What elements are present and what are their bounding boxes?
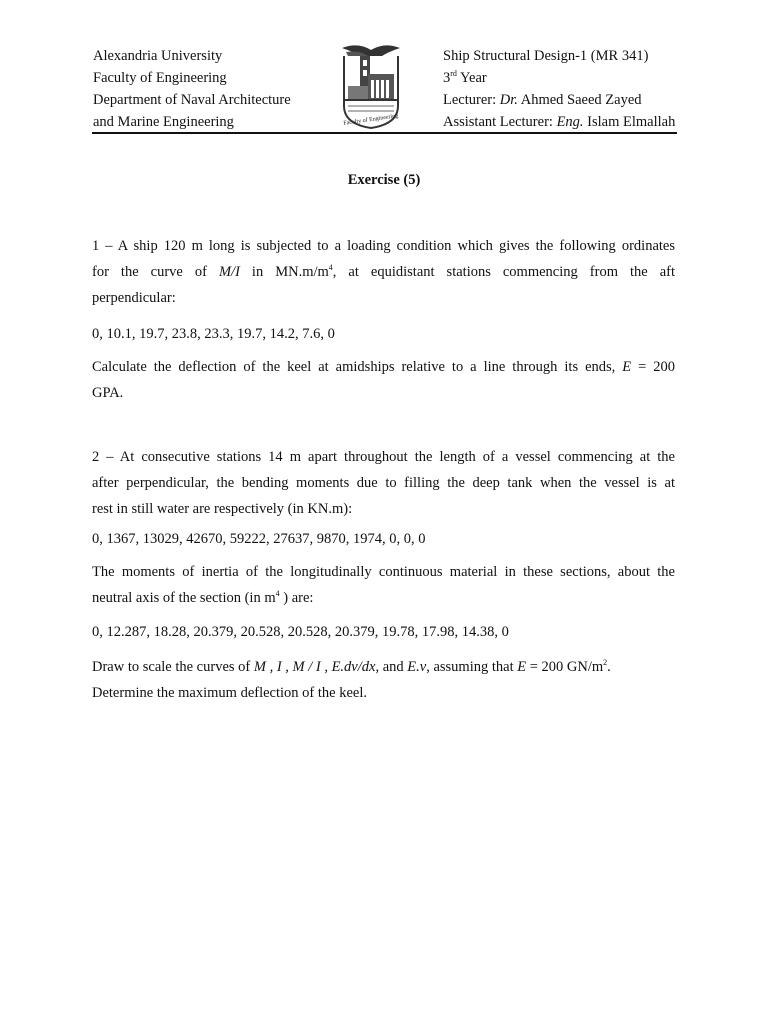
assistant-lecturer-line: Assistant Lecturer: Eng. Islam Elmallah [443, 114, 676, 130]
q2-moments: 0, 1367, 13029, 42670, 59222, 27637, 9870, 1974, 0, 0, 0 [92, 531, 426, 547]
q2-line1: 2 – At consecutive stations 14 m apart throughout the length of a vessel commencing at the [92, 449, 675, 465]
lecturer-line: Lecturer: Dr. Ahmed Saeed Zayed [443, 92, 642, 108]
q1-line1: 1 – A ship 120 m long is subjected to a loading condition which gives the following ordinates [92, 238, 675, 254]
q2-draw-instruction: Draw to scale the curves of M , I , M / I , E.dv/dx, and E.v, assuming that E = 200 $GN/m^2$. Determine the maximum deflection of the keel. [92, 654, 675, 706]
logo-text: Faculty of Engineering [343, 113, 399, 127]
header-course-block [443, 45, 675, 133]
department-name-cont: and Marine Engineering [93, 114, 234, 130]
q1-ordinates: 0, 10.1, 19.7, 23.8, 23.3, 19.7, 14.2, 7.6, 0 [92, 326, 335, 342]
q2-line2: after perpendicular, the bending moments due to filling the deep tank when the vessel is at [92, 475, 675, 491]
q1-calculation: Calculate the deflection of the keel at amidships relative to a line through its ends, E = 200 GPA. [92, 359, 676, 401]
q1-line3: perpendicular: [92, 290, 176, 306]
q2-determine: Determine the maximum deflection of the keel. [92, 685, 367, 701]
header-divider [92, 132, 677, 134]
question-1 [92, 233, 675, 311]
department-name: Department of Naval Architecture [93, 92, 291, 108]
q2-line3: rest in still water are respectively (in KN.m): [92, 501, 353, 517]
q2-inertia-intro: The moments of inertia of the longitudinally continuous material in these sections, about the neutral axis of the section (in $m^4$ ) are: [92, 564, 675, 606]
question-2 [92, 444, 675, 522]
q1-line2: for the curve of M/I in $MN.m/m^4$, at equidistant stations commencing from the aft [92, 263, 676, 280]
faculty-name: Faculty of Engineering [93, 70, 227, 86]
q2-inertia-values: 0, 12.287, 18.28, 20.379, 20.528, 20.528, 20.379, 19.78, 17.98, 14.38, 0 [92, 624, 509, 640]
header-university-block [93, 45, 291, 133]
exercise-title: Exercise (5) [347, 172, 421, 188]
faculty-logo [338, 40, 404, 130]
course-year: 3rd Year [443, 69, 487, 86]
course-title: Ship Structural Design-1 (MR 341) [443, 48, 649, 64]
university-name: Alexandria University [93, 48, 223, 64]
